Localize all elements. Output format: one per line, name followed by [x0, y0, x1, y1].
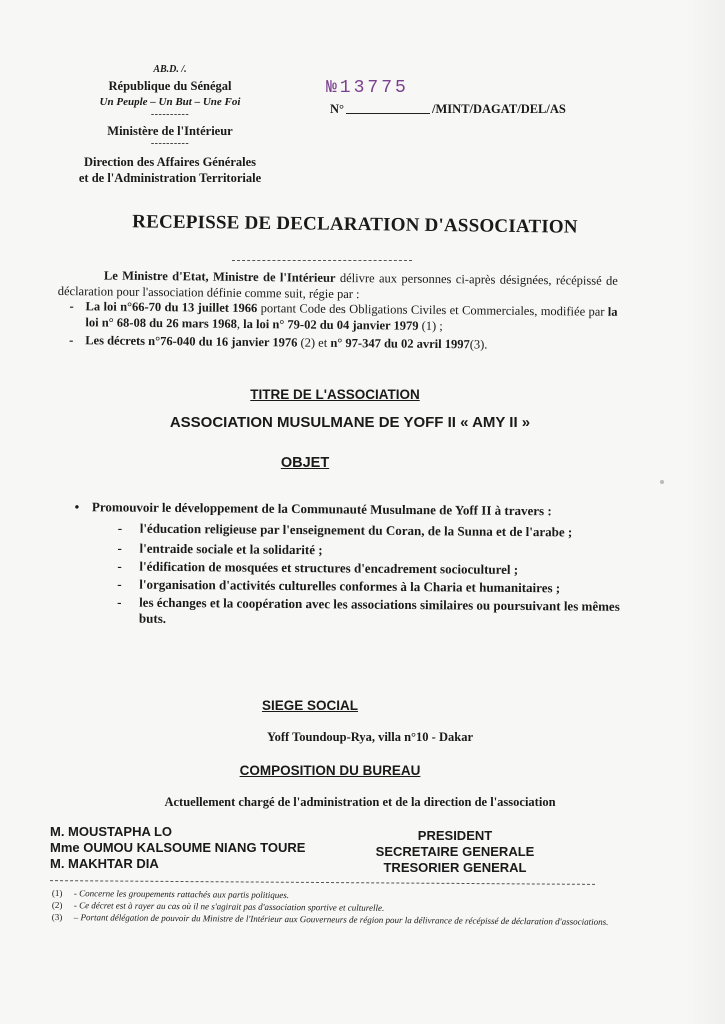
- ministry-name: Ministère de l'Intérieur: [107, 124, 233, 138]
- bureau-member-name: Mme OUMOU KALSOUME NIANG TOURE: [50, 840, 306, 855]
- bureau-member-name: M. MAKHTAR DIA: [50, 856, 159, 871]
- decree-text: (3).: [469, 337, 488, 352]
- footnote-number: (3): [51, 911, 63, 923]
- section-heading-objet: OBJET: [280, 455, 330, 471]
- letterhead: [55, 62, 285, 186]
- objet-item: - l'organisation d'activités culturelles conformes à la Charia et humanitaires ;: [117, 576, 561, 596]
- bureau-member-role: SECRETAIRE GENERALE: [375, 844, 535, 859]
- bureau-member-role: PRESIDENT: [417, 828, 493, 843]
- law-ref: La loi n°66-70 du 13 juillet 1966: [85, 299, 258, 316]
- stamp-number: №13775: [326, 78, 409, 98]
- reference-prefix: N°: [330, 102, 345, 116]
- intro-paragraph: [57, 268, 618, 354]
- objet-item-text: l'éducation religieuse par l'enseignement du Coran, de la Sunna et de l'arabe ;: [139, 520, 573, 540]
- law-text: portant Code des Obligations Civiles et Commerciales, modifiée par: [257, 301, 608, 319]
- intro-lead: Le Ministre d'Etat, Ministre de l'Intérieur: [103, 268, 336, 285]
- scan-speck: [660, 480, 664, 484]
- intro-rest: délivre aux personnes ci-après désignées, récépissé de déclaration pour l'association définie comme suit, régie par :: [57, 270, 618, 301]
- section-heading-composition: COMPOSITION DU BUREAU: [239, 763, 421, 778]
- objet-main: • Promouvoir le développement de la Communauté Musulmane de Yoff II à travers :: [74, 499, 552, 519]
- reference-number: [330, 102, 566, 117]
- association-name: ASSOCIATION MUSULMANE DE YOFF II « AMY II »: [169, 414, 531, 431]
- law-text: ,: [236, 316, 244, 331]
- bureau-names: [50, 824, 350, 872]
- objet-item: - l'entraide sociale et la solidarité ;: [117, 540, 323, 558]
- direction-line-1: Direction des Affaires Générales: [83, 155, 257, 169]
- law-text: (1) ;: [418, 318, 443, 333]
- title-divider: [232, 260, 412, 261]
- direction-line-2: et de l'Administration Territoriale: [78, 171, 262, 185]
- republic-name: République du Sénégal: [108, 79, 232, 93]
- law-list-item: - Les décrets n°76-040 du 16 janvier 1976 (2) et n° 97-347 du 02 avril 1997(3).: [69, 333, 488, 352]
- footnote-number: (2): [51, 899, 63, 911]
- section-heading-titre: TITRE DE L'ASSOCIATION: [250, 387, 420, 402]
- objet-item-text: l'édification de mosquées et structures d'encadrement socioculturel ;: [139, 558, 519, 577]
- objet-item: - les échanges et la coopération avec les associations similaires ou poursuivant les mêmes buts.: [117, 594, 621, 630]
- footnote-divider: [50, 880, 595, 885]
- objet-item-text: l'organisation d'activités culturelles conformes à la Charia et humanitaires ;: [139, 576, 561, 596]
- decree-ref: Les décrets n°76-040 du 16 janvier 1976: [85, 333, 298, 350]
- law-ref: la loi n° 68-08 du 26 mars 1968: [85, 304, 618, 331]
- footnote-text: – Portant délégation de pouvoir du Ministre de l'Intérieur aux Gouverneurs de région pour la délivrance de récépissé de déclaration d'associations.: [73, 912, 609, 927]
- objet-item-text: l'entraide sociale et la solidarité ;: [139, 540, 323, 558]
- footnote-text: - Concerne les groupements rattachés aux partis politiques.: [73, 888, 290, 901]
- footnote-number: (1): [51, 887, 63, 899]
- siege-address: Yoff Toundoup-Rya, villa n°10 - Dakar: [267, 730, 473, 744]
- separator: ----------: [150, 109, 190, 120]
- objet-item: - l'éducation religieuse par l'enseignement du Coran, de la Sunna et de l'arabe ;: [117, 520, 573, 540]
- objet-item-text: les échanges et la coopération avec les associations similaires ou poursuivant les mêmes buts.: [138, 594, 620, 626]
- footnotes: [52, 887, 632, 928]
- reference-suffix: /MINT/DAGAT/DEL/AS: [432, 102, 566, 116]
- reference-blank-line: [346, 102, 430, 114]
- section-heading-siege: SIEGE SOCIAL: [261, 698, 359, 713]
- scan-edge-shadow: [685, 0, 725, 1024]
- objet-block: [61, 499, 622, 631]
- national-motto: Un Peuple – Un But – Une Foi: [99, 96, 241, 108]
- objet-item: - l'édification de mosquées et structures d'encadrement socioculturel ;: [117, 558, 519, 577]
- bureau-member-name: M. MOUSTAPHA LO: [50, 824, 173, 839]
- decree-text: (2) et: [297, 335, 331, 350]
- document-title: RECEPISSE DE DECLARATION D'ASSOCIATION: [132, 211, 578, 238]
- objet-main-text: Promouvoir le développement de la Communauté Musulmane de Yoff II à travers :: [91, 499, 552, 519]
- separator: ----------: [150, 138, 190, 149]
- header-code: AB.D. /.: [153, 64, 187, 75]
- law-ref: la loi n° 79-02 du 04 janvier 1979: [243, 316, 419, 333]
- decree-ref: n° 97-347 du 02 avril 1997: [330, 335, 470, 352]
- law-list-item: - La loi n°66-70 du 13 juillet 1966 portant Code des Obligations Civiles et Commerciales, modifiée par la loi n° 68-08 du 26 mars 1968, la loi n° 79-02 du 04 janvier 1979 (1) ;: [69, 299, 618, 333]
- bureau-roles: [360, 828, 550, 876]
- composition-intro: Actuellement chargé de l'administration et de la direction de l'association: [164, 795, 556, 809]
- footnote-text: - Ce décret est à rayer au cas où il ne s'agirait pas d'association sportive et culturelle.: [73, 900, 385, 913]
- bureau-member-role: TRESORIER GENERAL: [383, 860, 527, 875]
